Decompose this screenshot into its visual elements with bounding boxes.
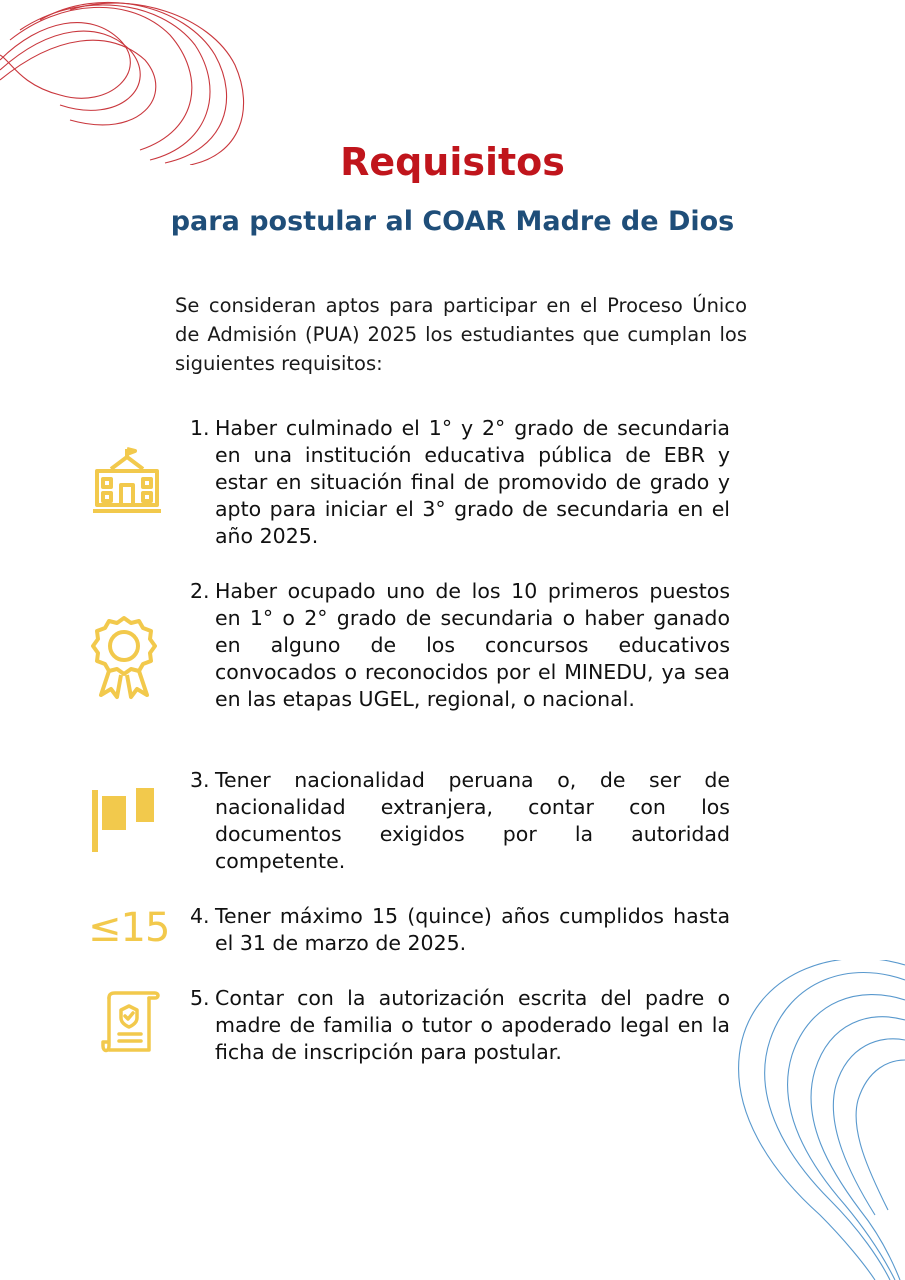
- requirement-1: [190, 415, 730, 550]
- requirement-number: 4.: [190, 904, 210, 928]
- less-equal-15-icon: ≤15: [88, 905, 170, 951]
- requirement-text: Haber culminado el 1° y 2° grado de secundaria en una institución educativa pública de EBR y estar en situación final de promovido de grado y apto para iniciar el 3° grado de secundaria en el año 2025.: [215, 416, 730, 548]
- page-title: Requisitos: [340, 140, 565, 184]
- decorative-blue-waves: [730, 960, 905, 1280]
- award-ribbon-icon: [91, 615, 157, 701]
- requirement-5: [190, 985, 730, 1066]
- flag-icon: [90, 786, 156, 854]
- requirement-text: Tener nacionalidad peruana o, de ser de nacionalidad extranjera, contar con los documentos exigidos por la autoridad competente.: [215, 768, 730, 873]
- school-icon: [91, 445, 163, 515]
- requirement-text: Contar con la autorización escrita del padre o madre de familia o tutor o apoderado legal en la ficha de inscripción para postular.: [215, 986, 730, 1064]
- requirement-text: Haber ocupado uno de los 10 primeros puestos en 1° o 2° grado de secundaria o haber ganado en alguno de los concursos educativos convocados o reconocidos por el MINEDU, ya sea en las etapas UGEL, regional, o nacional.: [215, 579, 730, 711]
- requirement-number: 5.: [190, 986, 210, 1010]
- requirement-number: 3.: [190, 768, 210, 792]
- requirement-number: 1.: [190, 416, 210, 440]
- requirement-3: [190, 767, 730, 875]
- requirement-4: [190, 903, 730, 957]
- requirement-text: Tener máximo 15 (quince) años cumplidos hasta el 31 de marzo de 2025.: [215, 904, 730, 955]
- certificate-scroll-icon: [99, 990, 163, 1056]
- intro-paragraph: Se consideran aptos para participar en el Proceso Único de Admisión (PUA) 2025 los estudiantes que cumplan los siguientes requisitos:: [175, 294, 747, 375]
- requirement-2: [190, 578, 730, 713]
- requirement-number: 2.: [190, 579, 210, 603]
- page-subtitle: para postular al COAR Madre de Dios: [170, 206, 735, 237]
